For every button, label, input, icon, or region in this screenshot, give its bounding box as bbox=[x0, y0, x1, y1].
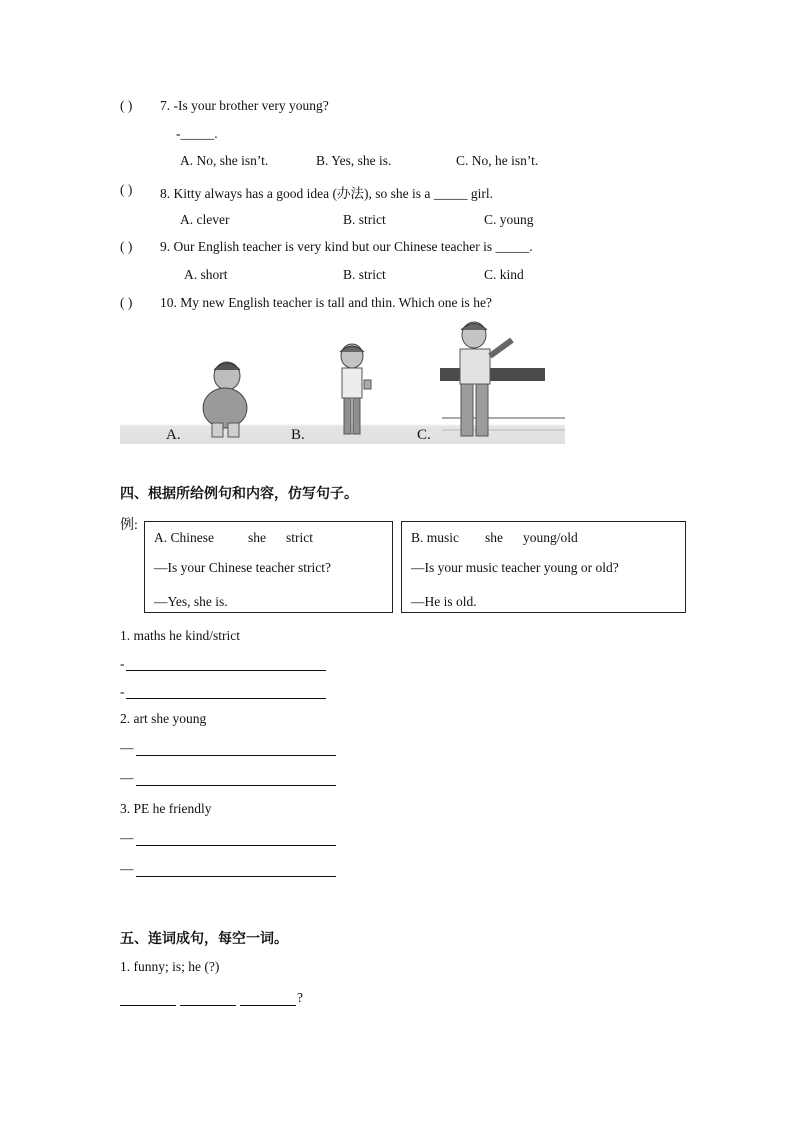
section4-item-2-dash-2: — bbox=[120, 770, 134, 785]
section4-item-1-dash-2: - bbox=[120, 684, 125, 699]
q8-stem: 8. Kitty always has a good idea (办法), so she is a _____ girl. bbox=[160, 186, 493, 201]
answer-line[interactable] bbox=[126, 698, 326, 699]
q7-paren: ( ) bbox=[120, 98, 133, 113]
q9-option-a: A. short bbox=[184, 267, 228, 282]
q10-option-c-label: C. bbox=[417, 427, 431, 443]
q10-option-b-label: B. bbox=[291, 427, 305, 443]
q8-option-a: A. clever bbox=[180, 212, 230, 227]
q7-option-c: C. No, he isn’t. bbox=[456, 153, 539, 168]
section4-item-3-prompt: 3. PE he friendly bbox=[120, 801, 212, 816]
q9-option-c: C. kind bbox=[484, 267, 524, 282]
section4-item-2-dash-1: — bbox=[120, 740, 134, 755]
q7-option-b: B. Yes, she is. bbox=[316, 153, 392, 168]
q9-stem: 9. Our English teacher is very kind but our Chinese teacher is _____. bbox=[160, 239, 533, 254]
word-blank[interactable] bbox=[180, 1005, 236, 1006]
q9-option-b: B. strict bbox=[343, 267, 386, 282]
box-a-key-pronoun: she bbox=[248, 530, 266, 545]
q8-option-b: B. strict bbox=[343, 212, 386, 227]
box-a-question: —Is your Chinese teacher strict? bbox=[154, 560, 331, 575]
answer-line[interactable] bbox=[136, 845, 336, 846]
box-b-answer: —He is old. bbox=[411, 594, 477, 609]
q7-stem: 7. -Is your brother very young? bbox=[160, 98, 329, 113]
section4-item-1-prompt: 1. maths he kind/strict bbox=[120, 628, 240, 643]
answer-line[interactable] bbox=[136, 785, 336, 786]
box-b-key-subject: B. music bbox=[411, 530, 460, 545]
box-b-question: —Is your music teacher young or old? bbox=[411, 560, 619, 575]
teachers-illustration bbox=[120, 318, 565, 444]
example-label: 例: bbox=[120, 518, 138, 533]
section4-item-1-dash-1: - bbox=[120, 656, 125, 671]
box-b-key-pronoun: she bbox=[485, 530, 503, 545]
example-box-a bbox=[144, 521, 393, 613]
q10-option-a-label: A. bbox=[166, 427, 181, 443]
box-a-key-adjective: strict bbox=[286, 530, 313, 545]
section4-item-3-dash-2: — bbox=[120, 861, 134, 876]
answer-line[interactable] bbox=[126, 670, 326, 671]
q10-picture bbox=[120, 318, 565, 444]
q10-paren: ( ) bbox=[120, 295, 133, 310]
section4-title: 四、根据所给例句和内容，仿写句子。 bbox=[120, 486, 358, 502]
q8-option-c: C. young bbox=[484, 212, 534, 227]
section5-item-1: 1. funny; is; he (?) bbox=[120, 959, 220, 974]
q8-paren: ( ) bbox=[120, 182, 133, 197]
box-a-answer: —Yes, she is. bbox=[154, 594, 228, 609]
tall-thin-teacher-figure bbox=[440, 322, 565, 436]
word-blank[interactable] bbox=[240, 1005, 296, 1006]
section5-title: 五、连词成句，每空一词。 bbox=[120, 931, 288, 947]
q7-answer-line: -_____. bbox=[176, 126, 218, 141]
box-b-key-adjective: young/old bbox=[523, 530, 578, 545]
answer-line[interactable] bbox=[136, 755, 336, 756]
q7-option-a: A. No, she isn’t. bbox=[180, 153, 269, 168]
thin-teacher-figure bbox=[340, 344, 371, 434]
q9-paren: ( ) bbox=[120, 239, 133, 254]
example-box-b bbox=[401, 521, 686, 613]
word-blank[interactable] bbox=[120, 1005, 176, 1006]
short-fat-teacher-figure bbox=[203, 362, 247, 437]
question-mark: ? bbox=[297, 990, 303, 1005]
section4-item-2-prompt: 2. art she young bbox=[120, 711, 207, 726]
box-a-key-subject: A. Chinese bbox=[154, 530, 214, 545]
q10-stem: 10. My new English teacher is tall and thin. Which one is he? bbox=[160, 295, 492, 310]
section4-item-3-dash-1: — bbox=[120, 830, 134, 845]
answer-line[interactable] bbox=[136, 876, 336, 877]
